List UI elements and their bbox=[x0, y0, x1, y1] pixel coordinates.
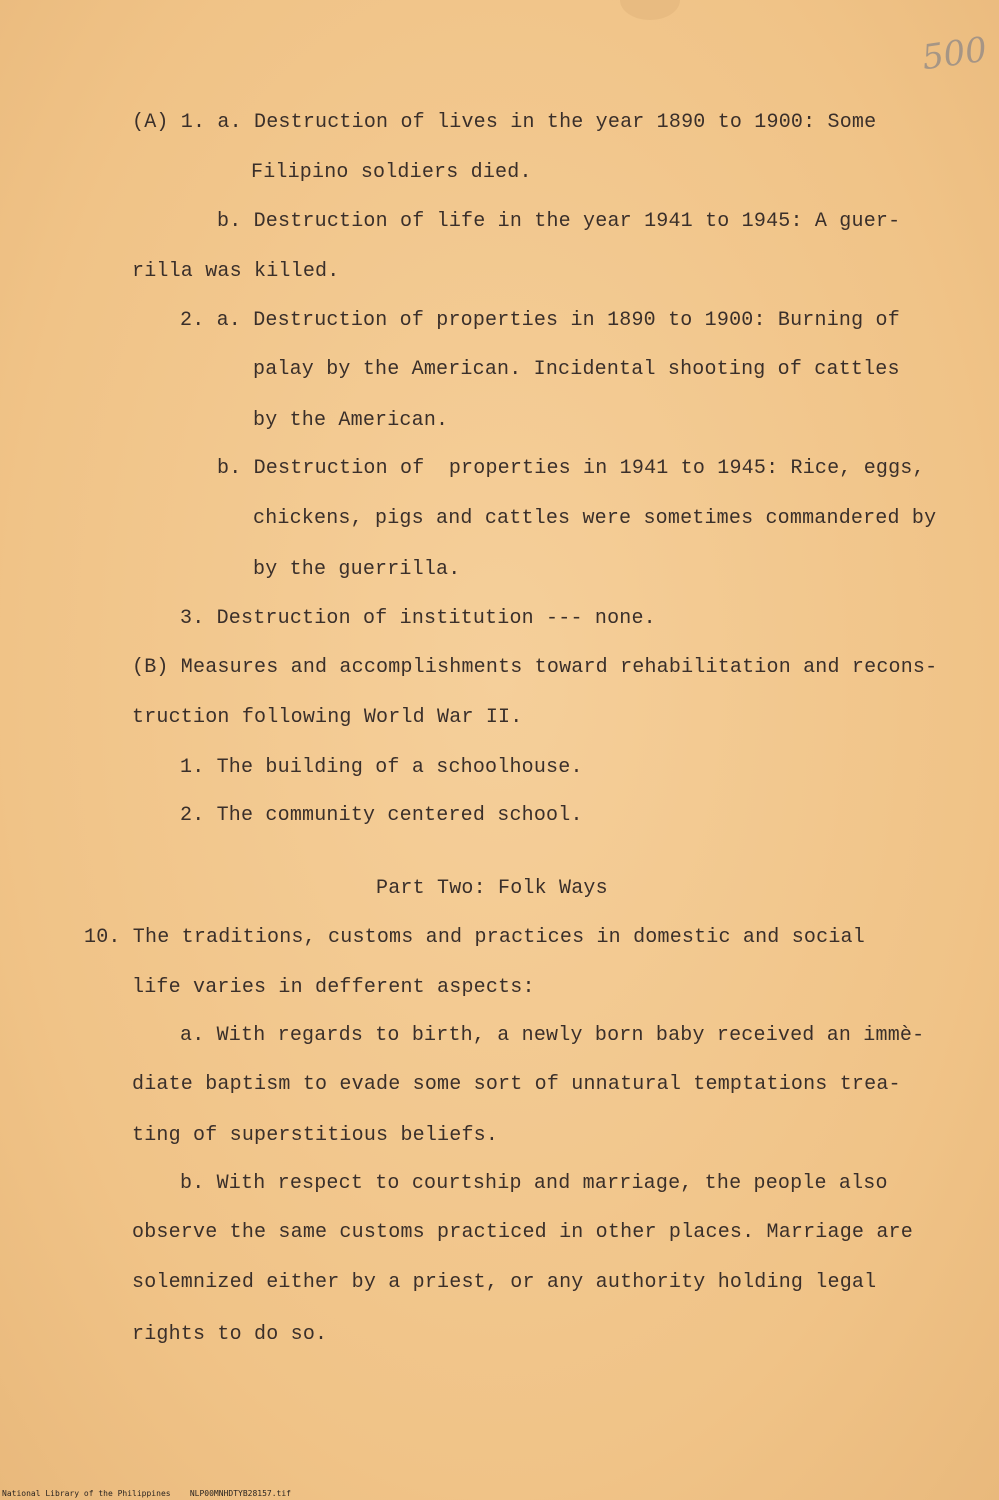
text-line: 2. The community centered school. bbox=[180, 804, 583, 827]
text-line: 1. The building of a schoolhouse. bbox=[180, 756, 583, 779]
text-line: rilla was killed. bbox=[132, 260, 340, 283]
text-line: 2. a. Destruction of properties in 1890 to 1900: Burning of bbox=[180, 309, 900, 332]
text-line: a. With regards to birth, a newly born baby received an immè- bbox=[180, 1024, 925, 1047]
text-line: rights to do so. bbox=[132, 1323, 328, 1346]
footer-caption: National Library of the Philippines NLP00MNHDTYB28157.tif bbox=[2, 1489, 291, 1498]
text-line: (A) 1. a. Destruction of lives in the year 1890 to 1900: Some bbox=[132, 111, 877, 134]
text-line: chickens, pigs and cattles were sometimes commandered by bbox=[253, 507, 937, 530]
text-line: by the guerrilla. bbox=[253, 558, 461, 581]
text-line: by the American. bbox=[253, 409, 449, 432]
page-number: 500 bbox=[919, 29, 990, 79]
text-line: solemnized either by a priest, or any authority holding legal bbox=[132, 1271, 877, 1294]
paper-stain bbox=[620, 0, 680, 20]
text-line: 3. Destruction of institution --- none. bbox=[180, 607, 656, 630]
text-line: observe the same customs practiced in other places. Marriage are bbox=[132, 1221, 913, 1244]
text-line: (B) Measures and accomplishments toward rehabilitation and recons- bbox=[132, 656, 938, 679]
text-line: diate baptism to evade some sort of unnatural temptations trea- bbox=[132, 1073, 901, 1096]
text-line: 10. The traditions, customs and practices in domestic and social bbox=[84, 926, 865, 949]
text-line: palay by the American. Incidental shooting of cattles bbox=[253, 358, 900, 381]
text-line: ting of superstitious beliefs. bbox=[132, 1124, 499, 1147]
section-heading: Part Two: Folk Ways bbox=[376, 877, 608, 900]
text-line: Filipino soldiers died. bbox=[251, 161, 532, 184]
text-line: b. Destruction of life in the year 1941 to 1945: A guer- bbox=[217, 210, 901, 233]
text-line: truction following World War II. bbox=[132, 706, 523, 729]
text-line: life varies in defferent aspects: bbox=[132, 976, 535, 999]
text-line: b. Destruction of properties in 1941 to 1945: Rice, eggs, bbox=[217, 457, 925, 480]
text-line: b. With respect to courtship and marriage, the people also bbox=[180, 1172, 888, 1195]
